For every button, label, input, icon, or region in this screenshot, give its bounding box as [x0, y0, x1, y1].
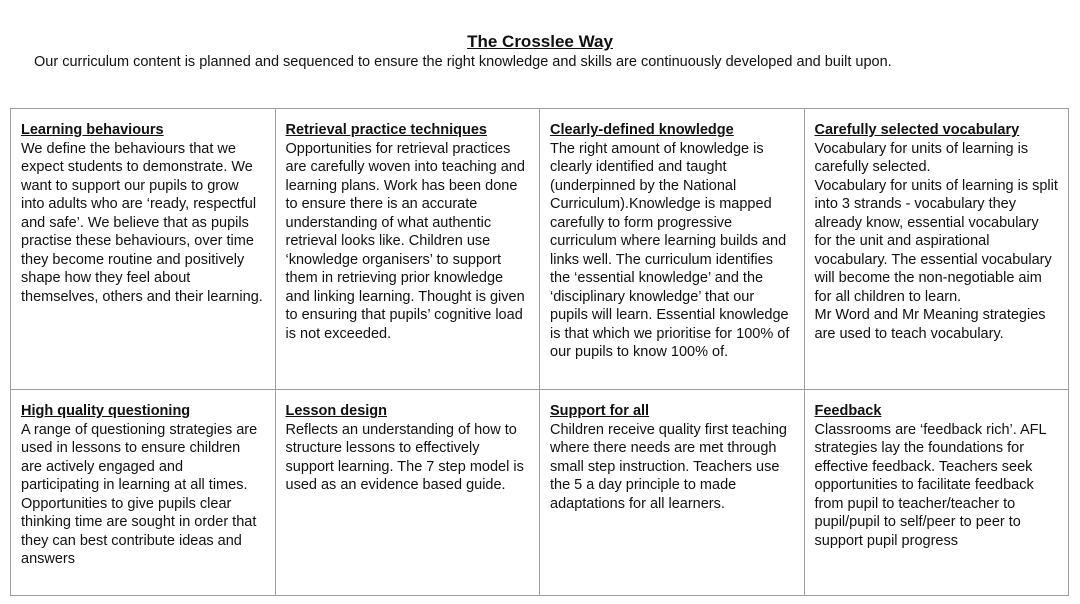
cell-body: The right amount of knowledge is clearly identified and taught (underpinned by the National Curriculum).Knowledge is mapped carefully to form progressive curriculum where learning builds and links well. The curriculum identifies the ‘essential knowledge’ and the ‘disciplinary knowledge’ that our pupils will learn. Essential knowledge is that which we prioritise for 100% of our pupils to know 100% of. — [550, 140, 790, 360]
cell-feedback — [804, 390, 1069, 596]
table-row — [11, 390, 1069, 596]
cell-high-quality-questioning — [11, 390, 276, 596]
cell-clearly-defined-knowledge — [540, 109, 805, 390]
cell-heading: Feedback — [814, 403, 882, 419]
cell-heading: Carefully selected vocabulary — [814, 122, 1020, 138]
cell-body: We define the behaviours that we expect students to demonstrate. We want to support our pupils to grow into adults who are ‘ready, respectful and safe’. We believe that as pupils practise these behaviours, over time they become routine and positively shape how they feel about themselves, others and their learning. — [21, 140, 263, 305]
cell-body: Reflects an understanding of how to structure lessons to effectively support learning. The 7 step model is used as an evidence based guide. — [285, 421, 524, 493]
cell-heading: Retrieval practice techniques — [285, 122, 487, 138]
cell-heading: Learning behaviours — [21, 122, 164, 138]
document-subtitle: Our curriculum content is planned and sequenced to ensure the right knowledge and skills are continuously developed and built upon. — [34, 54, 892, 70]
cell-body: Vocabulary for units of learning is carefully selected. Vocabulary for units of learning is split into 3 strands - vocabulary they already know, essential vocabulary for the unit and aspirational vocabulary. The essential vocabulary will become the non-negotiable aim for all children to learn. Mr Word and Mr Meaning strategies are used to teach vocabulary. — [814, 140, 1058, 342]
cell-learning-behaviours — [11, 109, 276, 390]
cell-body: Classrooms are ‘feedback rich’. AFL strategies lay the foundations for effective feedback. Teachers seek opportunities to facilitate feedback from pupil to teacher/teacher to pupil/pupil to self/peer to peer to support pupil progress — [814, 421, 1047, 549]
cell-selected-vocabulary — [804, 109, 1069, 390]
cell-support-for-all — [540, 390, 805, 596]
cell-body: Opportunities for retrieval practices are carefully woven into teaching and learning plans. Work has been done to ensure there is an accurate understanding of what authentic retrieval looks like. Children use ‘knowledge organisers’ to support them in retrieving prior knowledge and linking learning. Thought is given to ensuring that pupils’ cognitive load is not exceeded. — [285, 140, 525, 342]
cell-heading: Support for all — [550, 403, 650, 419]
table-row — [11, 109, 1069, 390]
cell-retrieval-practice — [275, 109, 540, 390]
cell-lesson-design — [275, 390, 540, 596]
cell-body: Children receive quality first teaching where there needs are met through small step instruction. Teachers use the 5 a day principle to made adaptations for all learners. — [550, 421, 787, 512]
cell-body: A range of questioning strategies are used in lessons to ensure children are actively engaged and participating in learning at all times. Opportunities to give pupils clear thinking time are sought in order that they can best contribute ideas and answers — [21, 421, 258, 567]
document-title: The Crosslee Way — [467, 32, 613, 51]
cell-heading: Clearly-defined knowledge — [550, 122, 734, 138]
cell-heading: Lesson design — [285, 403, 388, 419]
curriculum-table — [10, 108, 1069, 596]
cell-heading: High quality questioning — [21, 403, 191, 419]
